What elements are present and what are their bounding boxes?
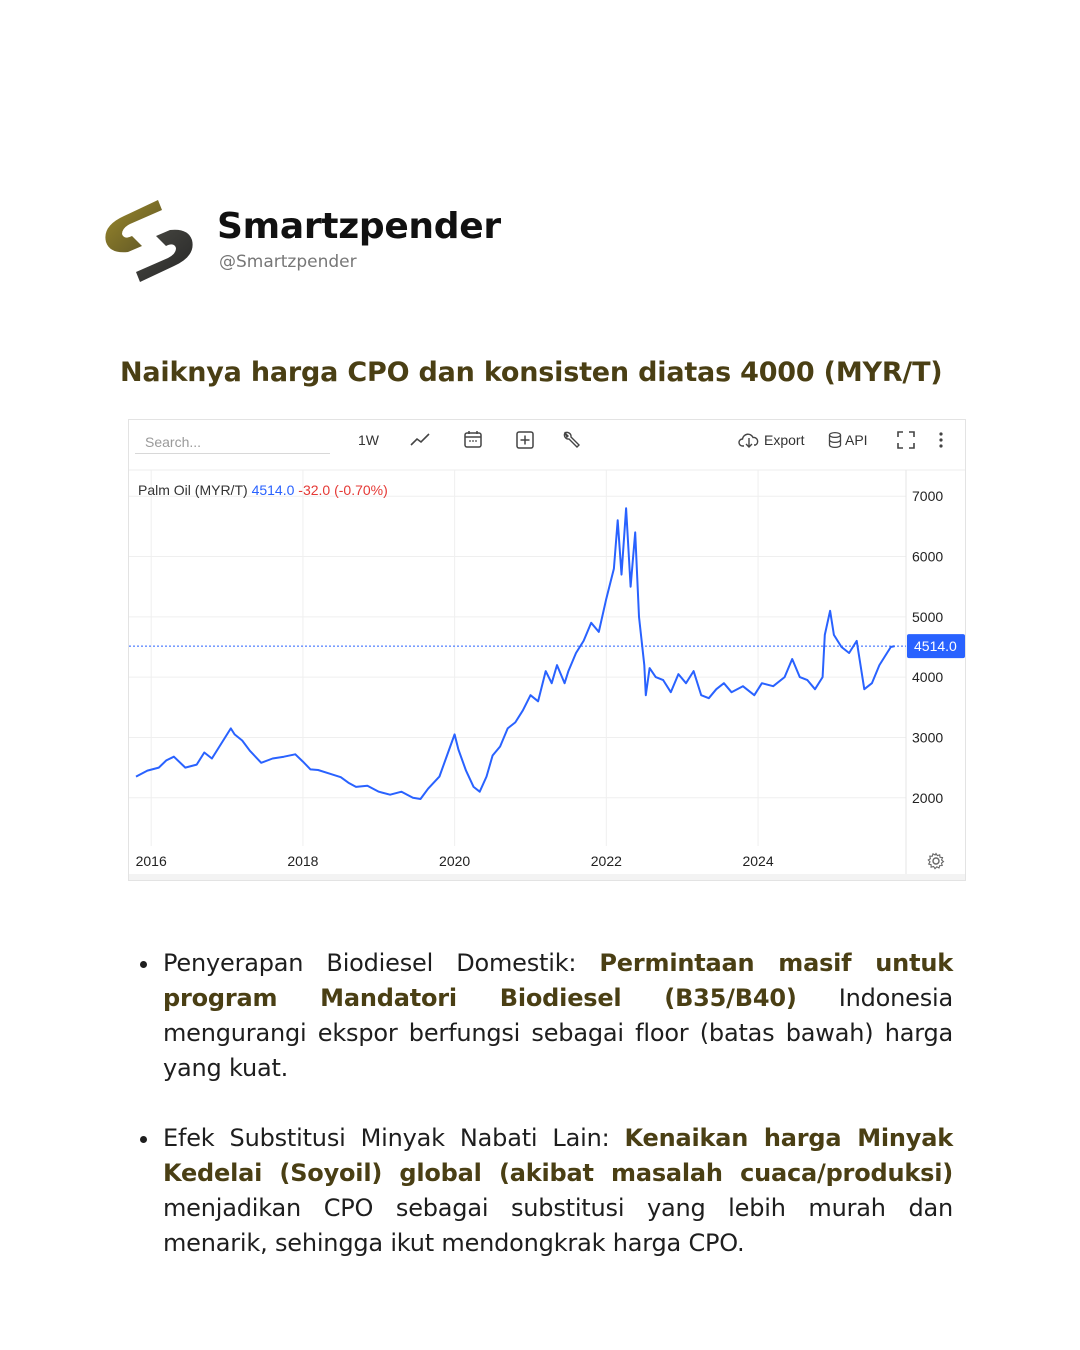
legend-name: Palm Oil (MYR/T)	[138, 482, 248, 498]
legend-last: 4514.0	[251, 482, 295, 498]
brand-logo	[98, 196, 200, 286]
bullet-list	[140, 946, 953, 1261]
gear-icon[interactable]	[927, 852, 945, 870]
x-tick-label: 2018	[287, 853, 319, 869]
export-label: Export	[764, 432, 805, 448]
page-title: Naiknya harga CPO dan konsisten diatas 4000 (MYR/T)	[120, 357, 943, 388]
last-price-label: 4514.0	[914, 638, 957, 655]
x-tick-label: 2016	[135, 853, 167, 869]
y-tick-label: 3000	[912, 729, 944, 746]
bullet-lead: Penyerapan Biodiesel Domestik:	[163, 949, 600, 977]
plus-square-icon[interactable]	[515, 430, 535, 450]
y-tick-label: 6000	[912, 548, 944, 565]
bullet-highlight: Permintaan masif untuk program Mandatori Biodiesel (B35/B40)	[163, 949, 953, 1012]
chart-legend	[138, 482, 388, 498]
x-tick-label: 2024	[742, 853, 774, 869]
export-button[interactable]	[738, 430, 804, 450]
bullet-lead: Efek Substitusi Minyak Nabati Lain:	[163, 1124, 625, 1152]
legend-change: -32.0 (-0.70%)	[298, 482, 388, 498]
y-tick-label: 5000	[912, 608, 944, 625]
chart-bottom-strip	[129, 874, 965, 880]
interval-button[interactable]: 1W	[358, 432, 379, 448]
more-vertical-icon[interactable]	[937, 430, 945, 450]
y-tick-label: 4000	[912, 669, 944, 686]
chart-widget	[128, 419, 966, 881]
list-item	[140, 946, 953, 1086]
x-tick-label: 2022	[590, 853, 622, 869]
list-item	[140, 1121, 953, 1261]
database-icon	[828, 431, 842, 449]
calendar-icon[interactable]	[463, 429, 483, 449]
api-button[interactable]	[828, 430, 868, 450]
y-tick-label: 2000	[912, 789, 944, 806]
price-series-line	[136, 508, 895, 799]
brand-name: Smartzpender	[217, 206, 501, 247]
y-tick-label: 7000	[912, 488, 944, 505]
bullet-text: Indonesia mengurangi ekspor berfungsi sebagai floor (batas bawah) harga yang kuat.	[163, 984, 953, 1082]
bullet-dot	[140, 961, 147, 968]
cloud-download-icon	[738, 431, 760, 449]
bullet-dot	[140, 1136, 147, 1143]
bullet-highlight: Kenaikan harga Minyak Kedelai (Soyoil) global (akibat masalah cuaca/produksi)	[163, 1124, 953, 1187]
x-tick-label: 2020	[439, 853, 471, 869]
line-chart-icon[interactable]	[409, 430, 431, 450]
api-label: API	[845, 432, 868, 448]
search-input[interactable]: Search...	[135, 430, 330, 454]
fullscreen-icon[interactable]	[896, 430, 916, 450]
brand-handle: @Smartzpender	[219, 252, 357, 272]
wrench-icon[interactable]	[561, 430, 581, 450]
bullet-text: menjadikan CPO sebagai substitusi yang lebih murah dan menarik, sehingga ikut mendongkrak harga CPO.	[163, 1194, 953, 1257]
